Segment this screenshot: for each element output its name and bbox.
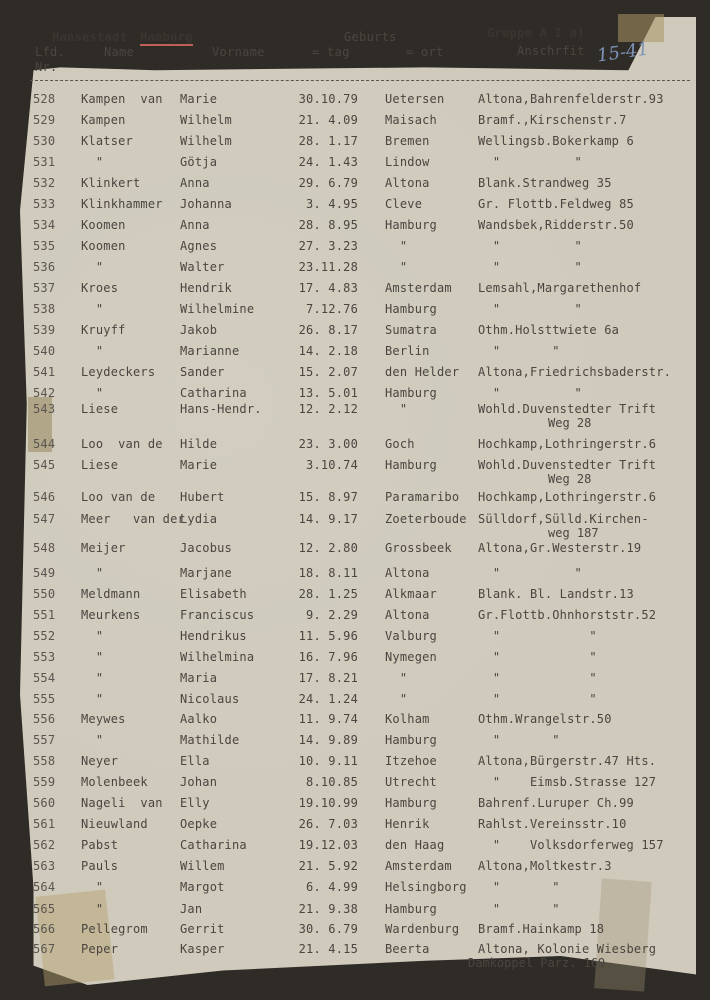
row-address: " " (478, 692, 597, 706)
row-surname: Klinkert (81, 176, 141, 190)
table-row (0, 134, 710, 154)
row-birth-place: Hamburg (385, 218, 437, 232)
row-surname: Loo van de (81, 490, 156, 504)
row-number: 541 (33, 365, 56, 379)
row-number: 566 (33, 922, 56, 936)
row-surname: Meer van der (81, 512, 185, 526)
table-row (0, 541, 710, 561)
row-address: Bramf.,Kirschenstr.7 (478, 113, 627, 127)
row-surname: " (81, 880, 104, 894)
table-row (0, 608, 710, 628)
row-number: 536 (33, 260, 56, 274)
row-number: 555 (33, 692, 56, 706)
row-address: Gr.Flottb.Ohnhorststr.52 (478, 608, 657, 622)
row-address: Bahrenf.Luruper Ch.99 (478, 796, 634, 810)
row-surname: Koomen (81, 218, 126, 232)
row-address: Othm.Holsttwiete 6a (478, 323, 620, 337)
row-birth-date: 21. 5.92 (298, 859, 358, 873)
table-row (0, 692, 710, 712)
row-number: 549 (33, 566, 56, 580)
header-city: Hamburg (140, 30, 193, 44)
row-number: 550 (33, 587, 56, 601)
row-surname: " (81, 302, 104, 316)
row-address: Altona, Kolonie Wiesberg (478, 942, 657, 956)
row-number: 564 (33, 880, 56, 894)
row-number: 565 (33, 902, 56, 916)
table-row (0, 775, 710, 795)
row-birth-date: 12. 2.80 (298, 541, 358, 555)
row-firstname: Maria (180, 671, 218, 685)
row-birth-place: Grossbeek (385, 541, 452, 555)
row-firstname: Aalko (180, 712, 218, 726)
row-number: 542 (33, 386, 56, 400)
row-firstname: Ella (180, 754, 210, 768)
row-birth-date: 19.10.99 (298, 796, 358, 810)
row-surname: Kruyff (81, 323, 126, 337)
table-row (0, 754, 710, 774)
row-address: Gr. Flottb.Feldweg 85 (478, 197, 634, 211)
row-number: 535 (33, 239, 56, 253)
row-firstname: Gerrit (180, 922, 225, 936)
row-surname: Kampen (81, 113, 126, 127)
row-number: 561 (33, 817, 56, 831)
row-birth-place: Utrecht (385, 775, 437, 789)
row-birth-place: Alkmaar (385, 587, 437, 601)
row-surname: Klinkhammer (81, 197, 163, 211)
row-birth-place: Valburg (385, 629, 437, 643)
row-firstname: Götja (180, 155, 218, 169)
row-birth-place: Nymegen (385, 650, 437, 664)
table-row (0, 566, 710, 586)
row-number: 531 (33, 155, 56, 169)
row-birth-place: Uetersen (385, 92, 445, 106)
row-address: " " (478, 239, 582, 253)
table-row (0, 671, 710, 691)
row-number: 533 (33, 197, 56, 211)
table-row (0, 302, 710, 322)
row-birth-place: Helsingborg (385, 880, 467, 894)
row-number: 547 (33, 512, 56, 526)
row-firstname: Catharina (180, 838, 247, 852)
row-address: " " (478, 650, 597, 664)
table-row (0, 344, 710, 364)
row-birth-place: " (385, 239, 408, 253)
table-row (0, 587, 710, 607)
row-number: 528 (33, 92, 56, 106)
row-surname: " (81, 260, 104, 274)
row-firstname: Wilhelm (180, 113, 232, 127)
row-number: 552 (33, 629, 56, 643)
row-number: 551 (33, 608, 56, 622)
row-address: Altona,Bahrenfelderstr.93 (478, 92, 664, 106)
row-surname: " (81, 566, 104, 580)
row-address: " " (478, 671, 597, 685)
row-firstname: Kasper (180, 942, 225, 956)
row-surname: Pellegrom (81, 922, 148, 936)
row-address: " " (478, 733, 560, 747)
table-row (0, 859, 710, 879)
table-row (0, 796, 710, 816)
row-address: Wellingsb.Bokerkamp 6 (478, 134, 634, 148)
row-birth-date: 30.10.79 (298, 92, 358, 106)
row-address: Sülldorf,Sülld.Kirchen- (478, 512, 649, 526)
row-birth-date: 26. 8.17 (298, 323, 358, 337)
row-surname: Nieuwland (81, 817, 148, 831)
table-row (0, 733, 710, 753)
header-col-tag: = tag (312, 45, 350, 59)
row-birth-place: Altona (385, 566, 430, 580)
row-birth-place: Lindow (385, 155, 430, 169)
row-birth-place: den Helder (385, 365, 460, 379)
row-birth-place: den Haag (385, 838, 445, 852)
row-firstname: Hubert (180, 490, 225, 504)
row-birth-place: Hamburg (385, 458, 437, 472)
row-firstname: Johanna (180, 197, 232, 211)
row-address: Lemsahl,Margarethenhof (478, 281, 642, 295)
row-address: " " (478, 302, 582, 316)
row-number: 562 (33, 838, 56, 852)
row-birth-place: Berlin (385, 344, 430, 358)
row-address: " " (478, 344, 560, 358)
table-row (0, 512, 710, 540)
row-firstname: Marjane (180, 566, 232, 580)
row-address-continued: Weg 28 (548, 416, 592, 430)
row-birth-place: " (385, 692, 408, 706)
row-birth-date: 28. 1.25 (298, 587, 358, 601)
row-birth-date: 24. 1.43 (298, 155, 358, 169)
row-birth-place: Hamburg (385, 902, 437, 916)
row-firstname: Johan (180, 775, 218, 789)
row-birth-date: 3.10.74 (306, 458, 358, 472)
row-birth-place: Henrik (385, 817, 430, 831)
row-address: Wohld.Duvenstedter Trift (478, 402, 657, 416)
row-address: Blank.Strandweg 35 (478, 176, 612, 190)
row-firstname: Nicolaus (180, 692, 240, 706)
row-birth-place: Altona (385, 608, 430, 622)
row-firstname: Anna (180, 176, 210, 190)
row-birth-date: 18. 8.11 (298, 566, 358, 580)
row-firstname: Marie (180, 458, 218, 472)
header-geburts: Geburts (344, 30, 397, 44)
row-address: Wohld.Duvenstedter Trift (478, 458, 657, 472)
row-address: Hochkamp,Lothringerstr.6 (478, 437, 657, 451)
row-address: Wandsbek,Ridderstr.50 (478, 218, 634, 232)
row-birth-place: Altona (385, 176, 430, 190)
row-birth-place: Amsterdam (385, 281, 452, 295)
row-firstname: Jakob (180, 323, 218, 337)
row-firstname: Marianne (180, 344, 240, 358)
table-row (0, 817, 710, 837)
row-birth-date: 23.11.28 (298, 260, 358, 274)
row-address: Altona,Friedrichsbaderstr. (478, 365, 672, 379)
header-col-lfd: Lfd. (35, 45, 66, 59)
row-address: Altona,Bürgerstr.47 Hts. (478, 754, 657, 768)
row-surname: Kampen van (81, 92, 163, 106)
table-row (0, 197, 710, 217)
row-number: 529 (33, 113, 56, 127)
row-birth-place: Maisach (385, 113, 437, 127)
row-birth-place: Zoeterboude (385, 512, 467, 526)
header-col-vorname: Vorname (212, 45, 265, 59)
row-firstname: Hilde (180, 437, 218, 451)
row-birth-date: 21. 4.15 (298, 942, 358, 956)
row-number: 554 (33, 671, 56, 685)
row-birth-place: Sumatra (385, 323, 437, 337)
row-birth-date: 26. 7.03 (298, 817, 358, 831)
table-row (0, 239, 710, 259)
row-number: 540 (33, 344, 56, 358)
row-firstname: Jacobus (180, 541, 232, 555)
row-birth-date: 6. 4.99 (306, 880, 358, 894)
row-birth-date: 7.12.76 (306, 302, 358, 316)
row-firstname: Lydia (180, 512, 218, 526)
table-row (0, 629, 710, 649)
table-row (0, 155, 710, 175)
row-surname: Meurkens (81, 608, 141, 622)
row-number: 553 (33, 650, 56, 664)
row-birth-date: 11. 5.96 (298, 629, 358, 643)
row-firstname: Marie (180, 92, 218, 106)
row-birth-date: 17. 4.83 (298, 281, 358, 295)
table-row (0, 838, 710, 858)
row-birth-place: Hamburg (385, 302, 437, 316)
row-surname: " (81, 344, 104, 358)
row-birth-date: 15. 2.07 (298, 365, 358, 379)
row-birth-date: 14. 9.17 (298, 512, 358, 526)
row-address: " Volksdorferweg 157 (478, 838, 664, 852)
row-number: 558 (33, 754, 56, 768)
row-birth-date: 10. 9.11 (298, 754, 358, 768)
header-divider (30, 80, 690, 81)
row-number: 530 (33, 134, 56, 148)
table-row (0, 281, 710, 301)
row-birth-place: Bremen (385, 134, 430, 148)
row-birth-date: 9. 2.29 (306, 608, 358, 622)
row-surname: Loo van de (81, 437, 163, 451)
table-row (0, 650, 710, 670)
row-surname: " (81, 692, 104, 706)
header-col-anschrift: Anschrfit (517, 44, 585, 58)
row-birth-date: 28. 8.95 (298, 218, 358, 232)
header-col-nr: Nr. (35, 60, 58, 74)
table-row (0, 365, 710, 385)
row-number: 532 (33, 176, 56, 190)
row-surname: " (81, 386, 104, 400)
row-address: " " (478, 566, 582, 580)
row-number: 567 (33, 942, 56, 956)
row-firstname: Margot (180, 880, 225, 894)
row-surname: Leydeckers (81, 365, 156, 379)
row-birth-place: Cleve (385, 197, 423, 211)
row-firstname: Willem (180, 859, 225, 873)
row-firstname: Sander (180, 365, 225, 379)
row-birth-date: 16. 7.96 (298, 650, 358, 664)
row-firstname: Jan (180, 902, 203, 916)
row-birth-date: 8.10.85 (306, 775, 358, 789)
row-surname: Kroes (81, 281, 119, 295)
row-birth-date: 15. 8.97 (298, 490, 358, 504)
row-address: " " (478, 902, 560, 916)
row-address: Altona,Gr.Westerstr.19 (478, 541, 642, 555)
table-row (0, 176, 710, 196)
row-surname: " (81, 629, 104, 643)
row-surname: " (81, 155, 104, 169)
row-surname: Peper (81, 942, 119, 956)
row-birth-place: Hamburg (385, 733, 437, 747)
row-birth-date: 29. 6.79 (298, 176, 358, 190)
table-row (0, 260, 710, 280)
row-birth-place: Paramaribo (385, 490, 460, 504)
row-address: " Eimsb.Strasse 127 (478, 775, 657, 789)
row-address-continued: Weg 28 (548, 472, 592, 486)
table-row (0, 458, 710, 486)
row-birth-date: 19.12.03 (298, 838, 358, 852)
row-birth-place: Beerta (385, 942, 430, 956)
row-surname: Meijer (81, 541, 126, 555)
row-surname: Pauls (81, 859, 119, 873)
header-col-name: Name (104, 45, 135, 59)
row-number: 545 (33, 458, 56, 472)
row-address: Bramf.Hainkamp 18 (478, 922, 605, 936)
table-row (0, 712, 710, 732)
row-address: Blank. Bl. Landstr.13 (478, 587, 634, 601)
table-row (0, 218, 710, 238)
row-birth-date: 30. 6.79 (298, 922, 358, 936)
table-row (0, 402, 710, 430)
row-address: Othm.Wrangelstr.50 (478, 712, 612, 726)
row-birth-date: 12. 2.12 (298, 402, 358, 416)
row-surname: Pabst (81, 838, 119, 852)
row-address: Rahlst.Vereinsstr.10 (478, 817, 627, 831)
row-number: 560 (33, 796, 56, 810)
row-address: " " (478, 629, 597, 643)
row-birth-place: " (385, 671, 408, 685)
table-row (0, 942, 710, 970)
table-row (0, 113, 710, 133)
row-surname: Liese (81, 402, 119, 416)
row-number: 559 (33, 775, 56, 789)
row-address: " " (478, 386, 582, 400)
row-birth-date: 13. 5.01 (298, 386, 358, 400)
row-number: 557 (33, 733, 56, 747)
row-birth-place: Kolham (385, 712, 430, 726)
row-surname: Meywes (81, 712, 126, 726)
row-surname: Liese (81, 458, 119, 472)
row-number: 563 (33, 859, 56, 873)
row-firstname: Mathilde (180, 733, 240, 747)
row-firstname: Wilhelm (180, 134, 232, 148)
row-surname: Meldmann (81, 587, 141, 601)
row-address-continued: weg 187 (548, 526, 599, 540)
row-firstname: Oepke (180, 817, 218, 831)
row-birth-place: Itzehoe (385, 754, 437, 768)
row-firstname: Franciscus (180, 608, 255, 622)
row-surname: Klatser (81, 134, 133, 148)
row-birth-place: " (385, 260, 408, 274)
row-address: Hochkamp,Lothringerstr.6 (478, 490, 657, 504)
row-address: " " (478, 880, 560, 894)
row-address: " " (478, 260, 582, 274)
row-birth-place: " (385, 402, 408, 416)
row-firstname: Catharina (180, 386, 247, 400)
row-number: 544 (33, 437, 56, 451)
row-number: 543 (33, 402, 56, 416)
row-birth-date: 23. 3.00 (298, 437, 358, 451)
row-address: Altona,Moltkestr.3 (478, 859, 612, 873)
row-surname: " (81, 902, 104, 916)
row-number: 548 (33, 541, 56, 555)
row-address: " " (478, 155, 582, 169)
table-row (0, 92, 710, 112)
row-number: 539 (33, 323, 56, 337)
header-col-ort: = ort (406, 45, 444, 59)
row-birth-date: 28. 1.17 (298, 134, 358, 148)
row-number: 537 (33, 281, 56, 295)
row-birth-place: Hamburg (385, 796, 437, 810)
row-surname: " (81, 650, 104, 664)
row-number: 546 (33, 490, 56, 504)
row-firstname: Agnes (180, 239, 218, 253)
row-birth-date: 24. 1.24 (298, 692, 358, 706)
table-row (0, 490, 710, 510)
row-number: 556 (33, 712, 56, 726)
row-surname: Molenbeek (81, 775, 148, 789)
row-number: 538 (33, 302, 56, 316)
handwritten-note: 15-41 (595, 38, 651, 67)
row-firstname: Hans-Hendr. (180, 402, 262, 416)
row-firstname: Elisabeth (180, 587, 247, 601)
row-surname: Nageli van (81, 796, 163, 810)
row-birth-date: 17. 8.21 (298, 671, 358, 685)
row-birth-place: Goch (385, 437, 415, 451)
row-firstname: Anna (180, 218, 210, 232)
tape-mark (618, 14, 664, 42)
row-address-continued: Damkoppel Parz. 169 (468, 956, 606, 970)
row-firstname: Wilhelmina (180, 650, 255, 664)
row-birth-place: Hamburg (385, 386, 437, 400)
table-row (0, 323, 710, 343)
row-birth-date: 14. 2.18 (298, 344, 358, 358)
table-row (0, 437, 710, 457)
row-birth-date: 11. 9.74 (298, 712, 358, 726)
table-row (0, 922, 710, 942)
row-number: 534 (33, 218, 56, 232)
row-firstname: Elly (180, 796, 210, 810)
header-city-prefix: Hansestadt (52, 30, 128, 44)
row-birth-date: 27. 3.23 (298, 239, 358, 253)
row-birth-place: Wardenburg (385, 922, 460, 936)
row-surname: " (81, 733, 104, 747)
table-row (0, 880, 710, 900)
row-surname: Koomen (81, 239, 126, 253)
row-firstname: Hendrikus (180, 629, 247, 643)
row-firstname: Hendrik (180, 281, 232, 295)
row-birth-date: 21. 4.09 (298, 113, 358, 127)
row-birth-date: 21. 9.38 (298, 902, 358, 916)
row-firstname: Wilhelmine (180, 302, 255, 316)
row-surname: " (81, 671, 104, 685)
header-gruppe: Gruppe A I a) (487, 26, 585, 40)
row-birth-date: 3. 4.95 (306, 197, 358, 211)
row-birth-place: Amsterdam (385, 859, 452, 873)
row-surname: Neyer (81, 754, 119, 768)
row-firstname: Walter (180, 260, 225, 274)
row-birth-date: 14. 9.89 (298, 733, 358, 747)
table-row (0, 902, 710, 922)
